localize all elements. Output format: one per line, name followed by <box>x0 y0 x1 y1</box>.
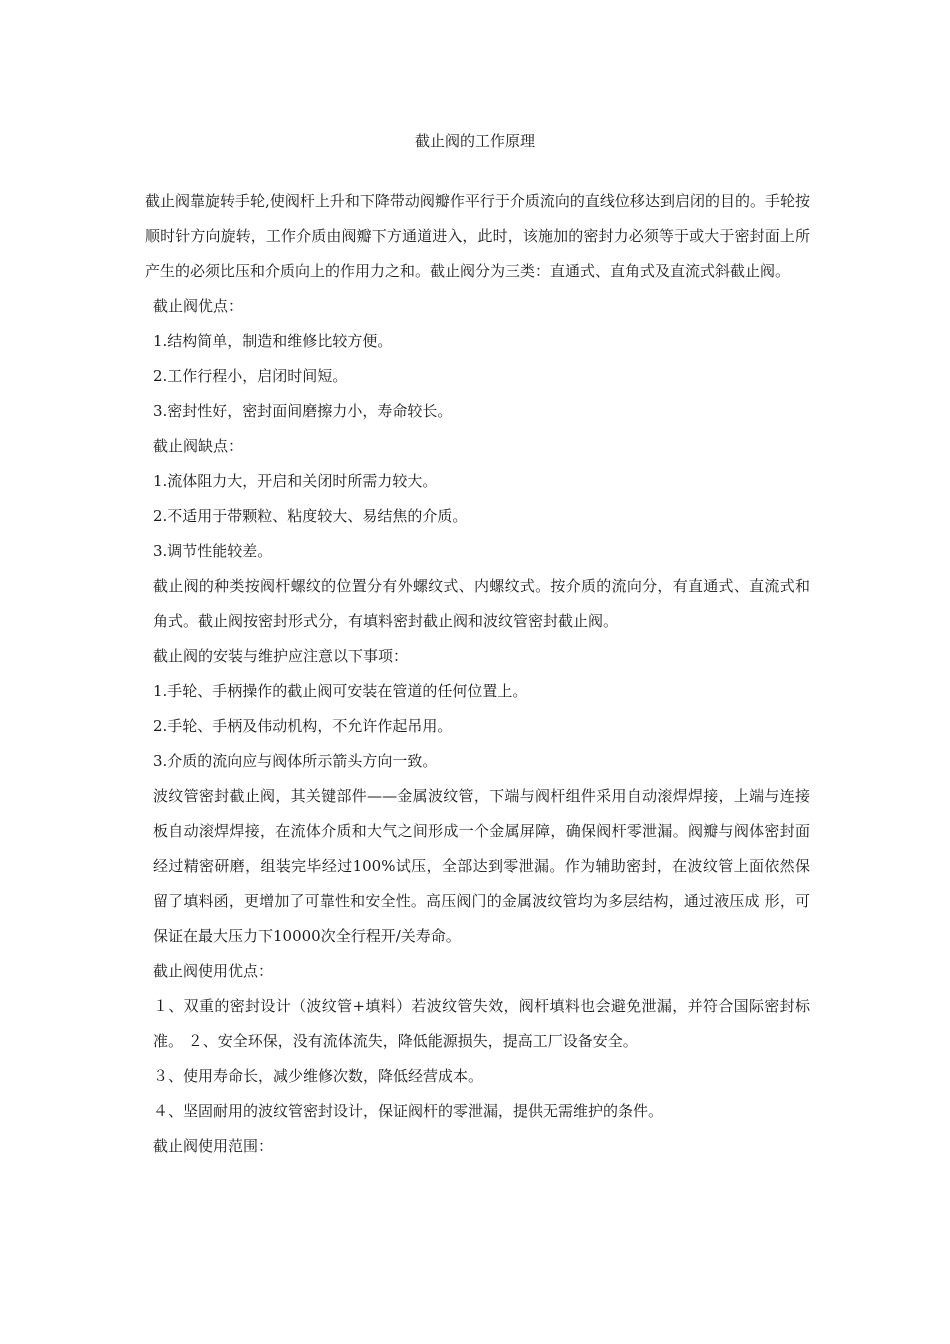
paragraph: 2.手轮、手柄及伟动机构，不允许作起吊用。 <box>153 717 453 735</box>
document-title: 截止阀的工作原理 <box>414 132 535 150</box>
paragraph: 截止阀的安装与维护应注意以下事项： <box>153 647 409 665</box>
paragraph: 3.调节性能较差。 <box>153 542 273 560</box>
paragraph: 1.结构简单，制造和维修比较方便。 <box>153 332 393 350</box>
paragraph: 截止阀使用优点： <box>153 962 274 980</box>
paragraph: 波纹管密封截止阀，其关键部件——金属波纹管，下端与阀杆组件采用自动滚焊焊接，上端与连接板自动滚焊焊接，在流体介质和大气之间形成一个金属屏障，确保阀杆零泄漏。阀瓣与阀体密封面经过精密研磨，组装完毕经过100%试压，全部达到零泄漏。作为辅助密封，在波纹管上面依然保 留了填料函，更增加了可靠性和安全性。高压阀门的金属波纹管均为多层结构，通过液压成 形，可保证在最大压力下10000次全行程开/关寿命。 <box>153 787 810 945</box>
paragraph: 截止阀靠旋转手轮,使阀杆上升和下降带动阀瓣作平行于介质流向的直线位移达到启闭的目的。手轮按顺时针方向旋转，工作介质由阀瓣下方通道进入，此时，该施加的密封力必须等于或大于密封面上所产生的必须比压和介质向上的作用力之和。截止阀分为三类：直通式、直角式及直流式斜截止阀。 <box>145 192 810 280</box>
paragraph: 截止阀的种类按阀杆螺纹的位置分有外螺纹式、内螺纹式。按介质的流向分，有直通式、直流式和角式。截止阀按密封形式分，有填料密封截止阀和波纹管密封截止阀。 <box>153 577 810 630</box>
document-body <box>145 184 810 1164</box>
paragraph: ３、使用寿命长，减少维修次数，降低经营成本。 <box>153 1067 484 1085</box>
paragraph: 截止阀缺点： <box>153 437 244 455</box>
paragraph: ４、坚固耐用的波纹管密封设计，保证阀杆的零泄漏，提供无需维护的条件。 <box>153 1102 664 1120</box>
paragraph: 2.不适用于带颗粒、粘度较大、易结焦的介质。 <box>153 507 468 525</box>
paragraph: 3.密封性好，密封面间磨擦力小，寿命较长。 <box>153 402 453 420</box>
paragraph: 1.流体阻力大，开启和关闭时所需力较大。 <box>153 472 438 490</box>
paragraph: 3.介质的流向应与阀体所示箭头方向一致。 <box>153 752 438 770</box>
paragraph: 截止阀优点： <box>153 297 244 315</box>
paragraph: 2.工作行程小，启闭时间短。 <box>153 367 348 385</box>
paragraph: １、双重的密封设计（波纹管+填料）若波纹管失效，阀杆填料也会避免泄漏，并符合国际密封标准。 ２、安全环保，没有流体流失，降低能源损失，提高工厂设备安全。 <box>153 997 810 1050</box>
paragraph: 1.手轮、手柄操作的截止阀可安装在管道的任何位置上。 <box>153 682 528 700</box>
paragraph: 截止阀使用范围： <box>153 1137 274 1155</box>
